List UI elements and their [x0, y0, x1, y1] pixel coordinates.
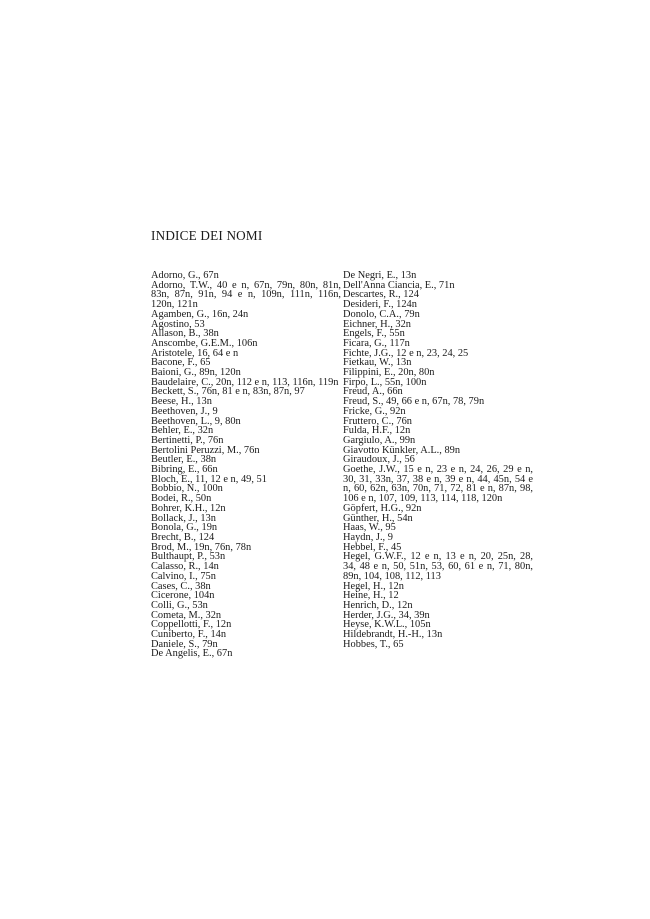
- index-entry: Descartes, R., 124: [343, 289, 419, 301]
- index-entry: Bollack, J., 13n: [151, 512, 216, 524]
- index-entry: Brecht, B., 124: [151, 531, 215, 543]
- index-entry: Haydn, J., 9: [343, 531, 393, 543]
- index-entry: Baudelaire, C., 20n, 112 e n, 113, 116n, 119n: [151, 376, 339, 388]
- index-entry: Hegel, G.W.F., 12 e n, 13 e n, 20, 25n, 28, 34, 48 e n, 50, 51n, 53, 60, 61 e n, 71, 80n, 89n, 104, 108, 112, 113: [343, 551, 533, 582]
- index-entry: Brod, M., 19n, 76n, 78n: [151, 541, 252, 553]
- index-entry: Heyse, K.W.L., 105n: [343, 619, 431, 631]
- index-entry: Giraudoux, J., 56: [343, 454, 415, 466]
- index-entry: Daniele, S., 79n: [151, 638, 218, 650]
- index-entry: Bodei, R., 50n: [151, 493, 212, 505]
- index-entry: Colli, G., 53n: [151, 599, 208, 611]
- index-entry: Bloch, E., 11, 12 e n, 49, 51: [151, 473, 267, 485]
- index-entry: Calvino, I., 75n: [151, 570, 216, 582]
- index-title: INDICE DEI NOMI: [151, 228, 263, 243]
- index-entry: Cases, C., 38n: [151, 580, 211, 592]
- index-entry: Günther, H., 54n: [343, 512, 413, 524]
- index-entry: De Negri, E., 13n: [343, 270, 417, 281]
- index-entry: Bohrer, K.H., 12n: [151, 502, 226, 514]
- index-entry: Bobbio, N., 100n: [151, 483, 223, 495]
- index-entry: De Angelis, E., 67n: [151, 648, 233, 660]
- index-entry: Cicerone, 104n: [151, 590, 215, 602]
- index-entry: Bertinetti, P., 76n: [151, 434, 224, 446]
- index-entry: Behler, E., 32n: [151, 425, 214, 437]
- index-entry: Fruttero, C., 76n: [343, 415, 412, 427]
- index-entry: Gargiulo, A., 99n: [343, 434, 416, 446]
- index-entry: Calasso, R., 14n: [151, 561, 219, 573]
- index-entry: Beutler, E., 38n: [151, 454, 217, 466]
- index-entry: Hegel, H., 12n: [343, 580, 404, 592]
- index-entry: Aristotele, 16, 64 e n: [151, 347, 239, 359]
- index-entry: Beckett, S., 76n, 81 e n, 83n, 87n, 97: [151, 386, 305, 398]
- index-entry: Beese, H., 13n: [151, 396, 212, 408]
- index-column-right: [343, 271, 533, 649]
- index-entry: Engels, F., 55n: [343, 328, 405, 340]
- index-entry: Bacone, F., 65: [151, 357, 211, 369]
- index-entry: Hildebrandt, H.-H., 13n: [343, 629, 443, 641]
- index-entry: Cuniberto, F., 14n: [151, 629, 227, 641]
- index-entry: Bulthaupt, P., 53n: [151, 551, 226, 563]
- index-entry: Agamben, G., 16n, 24n: [151, 308, 249, 320]
- index-entry: Dell'Anna Ciancia, E., 71n: [343, 279, 455, 291]
- index-entry: Herder, J.G., 34, 39n: [343, 609, 430, 621]
- index-entry: Hobbes, T., 65: [343, 638, 404, 650]
- index-entry: Firpo, L., 55n, 100n: [343, 376, 427, 388]
- index-entry: Goethe, J.W., 15 e n, 23 e n, 24, 26, 29 e n, 30, 31, 33n, 37, 38 e n, 39 e n, 44, 45n, 54 e n, 60, 62n, 63n, 70n, 71, 72, 81 e n, 87n, 98, 106 e n, 107, 109, 113, 114, 118, 120n: [343, 464, 533, 505]
- index-entry: Filippini, E., 20n, 80n: [343, 367, 435, 379]
- index-entry: Eichner, H., 32n: [343, 318, 411, 330]
- index-entry: Bertolini Peruzzi, M., 76n: [151, 444, 260, 456]
- index-entry: Coppellotti, F., 12n: [151, 619, 232, 631]
- index-entry: Hebbel, F., 45: [343, 541, 402, 553]
- index-entry: Freud, S., 49, 66 e n, 67n, 78, 79n: [343, 396, 485, 408]
- index-entry: Anscombe, G.E.M., 106n: [151, 337, 258, 349]
- index-entry: Henrich, D., 12n: [343, 599, 413, 611]
- index-entry: Göpfert, H.G., 92n: [343, 502, 422, 514]
- index-entry: Agostino, 53: [151, 318, 205, 330]
- index-entry: Ficara, G., 117n: [343, 337, 410, 349]
- index-entry: Desideri, F., 124n: [343, 299, 417, 311]
- index-entry: Haas, W., 95: [343, 522, 396, 534]
- index-entry: Fulda, H.F., 12n: [343, 425, 411, 437]
- index-entry: Giavotto Künkler, A.L., 89n: [343, 444, 461, 456]
- index-entry: Allason, B., 38n: [151, 328, 219, 340]
- index-entry: Adorno, T.W., 40 e n, 67n, 79n, 80n, 81n, 83n, 87n, 91n, 94 e n, 109n, 111n, 116n, 120n, 121n: [151, 279, 341, 311]
- index-entry: Bibring, E., 66n: [151, 464, 218, 476]
- index-entry: Beethoven, J., 9: [151, 405, 218, 417]
- index-entry: Heine, H., 12: [343, 590, 399, 602]
- index-entry: Donolo, C.A., 79n: [343, 308, 420, 320]
- index-entry: Baioni, G., 89n, 120n: [151, 367, 241, 379]
- index-entry: Adorno, G., 67n: [151, 270, 219, 281]
- index-entry: Bonola, G., 19n: [151, 522, 218, 534]
- index-entry: Beethoven, L., 9, 80n: [151, 415, 241, 427]
- index-entry: Fietkau, W., 13n: [343, 357, 412, 369]
- index-entry: Fichte, J.G., 12 e n, 23, 24, 25: [343, 347, 469, 359]
- index-entry: Cometa, M., 32n: [151, 609, 222, 621]
- index-column-left: [151, 271, 341, 659]
- index-entry: Freud, A., 66n: [343, 386, 403, 398]
- index-entry: Fricke, G., 92n: [343, 405, 406, 417]
